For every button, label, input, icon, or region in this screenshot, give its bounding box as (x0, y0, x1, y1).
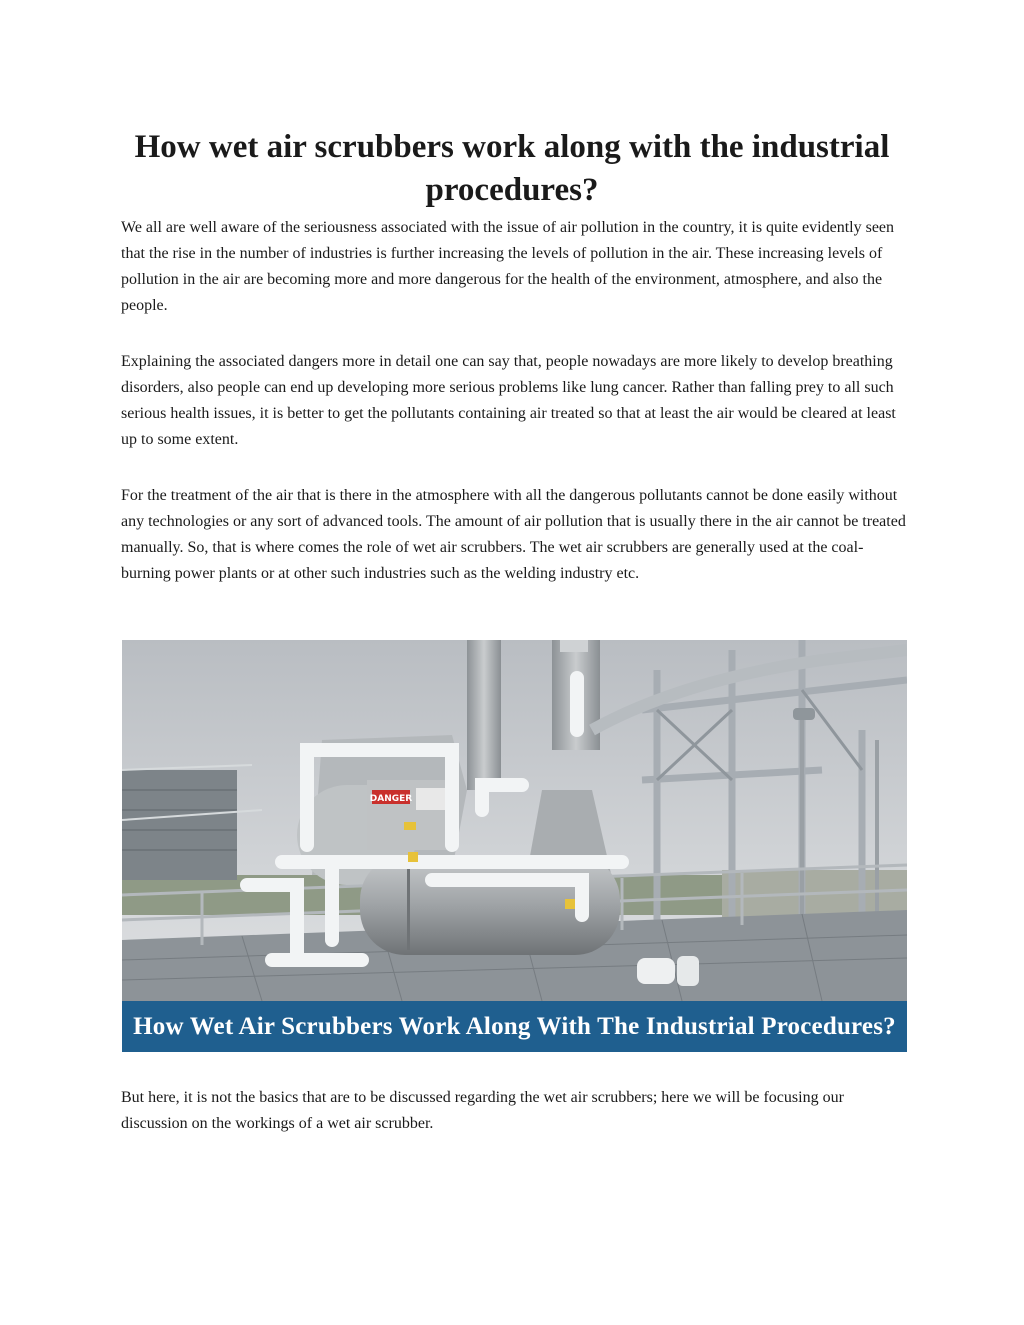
svg-text:DANGER: DANGER (369, 794, 413, 804)
paragraph-focus: But here, it is not the basics that are to be discussed regarding the wet air scrubbers; here we will be focusing our discussion on the workings of a wet air scrubber. (121, 1089, 844, 1132)
photo-caption-text: How Wet Air Scrubbers Work Along With The Industrial Procedures? (133, 1012, 896, 1040)
paragraph-treatment: For the treatment of the air that is there in the atmosphere with all the dangerous pollutants cannot be done easily without any technologies or any sort of advanced tools. The amount of air pollution that is usually there in the air cannot be treated manually. So, that is where comes the role of wet air scrubbers. The wet air scrubbers are generally used at the coal-burning power plants or at other such industries such as the welding industry etc. (121, 487, 906, 582)
photo-caption-banner (122, 1001, 907, 1052)
article-title: How wet air scrubbers work along with the industrial procedures? (134, 129, 890, 208)
scrubber-illustration (122, 640, 907, 1001)
paragraph-intro: We all are well aware of the seriousness associated with the issue of air pollution in the country, it is quite evidently seen that the rise in the number of industries is further increasing the levels of pollution in the air. These increasing levels of pollution in the air are becoming more and more dangerous for the health of the environment, atmosphere, and also the people. (121, 219, 895, 314)
paragraph-dangers: Explaining the associated dangers more in detail one can say that, people nowadays are more likely to develop breathing disorders, also people can end up developing more serious problems like lung cancer. Rather than falling prey to all such serious health issues, it is better to get the pollutants containing air treated so that at least the air would be cleared at least up to some extent. (121, 353, 896, 448)
scrubber-photo (122, 640, 907, 1052)
